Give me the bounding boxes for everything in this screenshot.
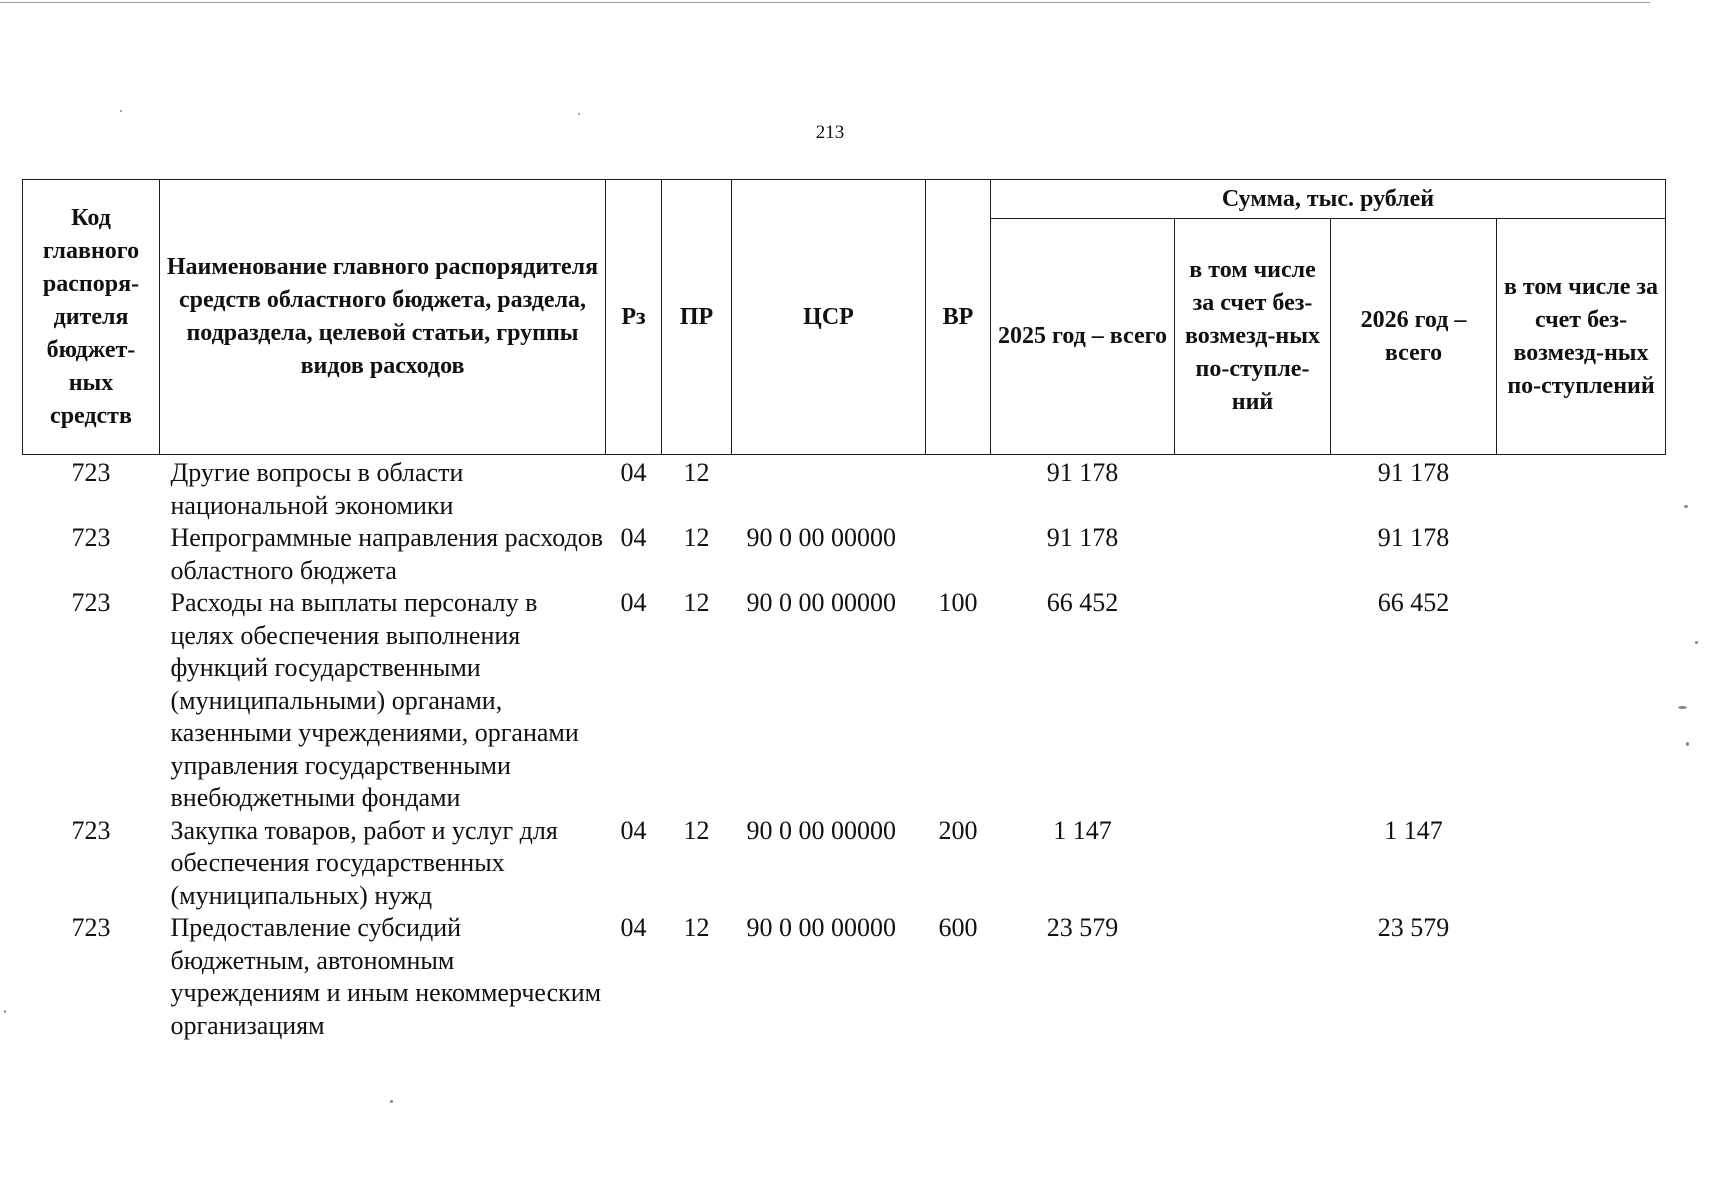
cell-pr: 12	[683, 815, 710, 845]
cell-rz: 04	[620, 523, 647, 552]
page-number: 213	[815, 122, 845, 143]
table-row	[23, 815, 1666, 913]
budget-table	[22, 179, 1666, 1042]
cell-rz: 04	[620, 588, 647, 617]
cell-2025-total: 91 178	[1046, 458, 1119, 487]
scan-speck	[1684, 505, 1688, 508]
cell-2026-total: 66 452	[1377, 588, 1450, 617]
header-name: Наименование главного распорядителя средств областного бюджета, раздела, подраздела, целевой статьи, группы видов расходов	[160, 180, 606, 455]
cell-name: Закупка товаров, работ и услуг для обеспечения государственных (муниципальных) нужд	[170, 815, 558, 910]
header-2025-grants: в том числе за счет без-возмезд-ных по-ступле-ний	[1175, 219, 1331, 455]
cell-2026-total: 91 178	[1377, 523, 1450, 552]
cell-code: 723	[71, 913, 111, 942]
cell-2025-grants	[1175, 455, 1331, 523]
scan-speck	[120, 110, 122, 112]
cell-code: 723	[71, 523, 111, 552]
cell-2026-total: 23 579	[1377, 913, 1450, 942]
cell-2026-total: 1 147	[1384, 815, 1443, 845]
scan-speck	[4, 1010, 6, 1013]
cell-name: Другие вопросы в области национальной экономики	[170, 458, 464, 520]
cell-csr: 90 0 00 00000	[746, 815, 896, 845]
header-pr: ПР	[662, 180, 732, 455]
cell-2026-grants	[1497, 912, 1666, 1042]
cell-vr: 100	[938, 588, 978, 617]
cell-name: Непрограммные направления расходов областного бюджета	[170, 523, 604, 585]
cell-rz: 04	[620, 913, 647, 942]
cell-pr: 12	[683, 913, 710, 942]
cell-csr: 90 0 00 00000	[746, 523, 896, 552]
cell-2025-grants	[1175, 587, 1331, 815]
scan-speck	[578, 113, 580, 115]
scan-speck	[1678, 706, 1687, 709]
header-code: Код главного распоря-дителя бюджет-ных средств	[23, 180, 160, 455]
header-2026-grants: в том числе за счет без-возмезд-ных по-ступлений	[1497, 219, 1666, 455]
cell-2026-grants	[1497, 587, 1666, 815]
cell-vr	[926, 455, 991, 523]
cell-name: Расходы на выплаты персоналу в целях обеспечения выполнения функций государственными (муниципальными) органами, казенными учреждениями, органами управления государственными внебюджетными фондами	[170, 588, 579, 812]
cell-code: 723	[71, 458, 111, 487]
cell-csr: 90 0 00 00000	[746, 588, 896, 617]
cell-2025-total: 91 178	[1046, 523, 1119, 552]
cell-pr: 12	[683, 588, 710, 617]
cell-rz: 04	[620, 458, 647, 487]
cell-rz: 04	[620, 815, 647, 845]
cell-name: Предоставление субсидий бюджетным, автономным учреждениям и иным некоммерческим организациям	[170, 913, 602, 1040]
cell-code: 723	[71, 588, 111, 617]
scan-speck	[1686, 742, 1689, 746]
cell-2025-total: 1 147	[1053, 815, 1112, 845]
cell-pr: 12	[683, 458, 710, 487]
cell-vr: 600	[938, 913, 978, 942]
table-header	[23, 180, 1666, 455]
header-2026-total: 2026 год – всего	[1331, 219, 1497, 455]
table-row	[23, 455, 1666, 523]
cell-2025-total: 23 579	[1046, 913, 1119, 942]
cell-2026-total: 91 178	[1377, 458, 1450, 487]
header-csr: ЦСР	[732, 180, 926, 455]
header-sum-group: Сумма, тыс. рублей	[991, 180, 1666, 219]
header-vr: ВР	[926, 180, 991, 455]
table-row	[23, 587, 1666, 815]
cell-2026-grants	[1497, 522, 1666, 587]
cell-2026-grants	[1497, 455, 1666, 523]
scan-top-rule	[0, 2, 1650, 3]
cell-2025-grants	[1175, 912, 1331, 1042]
cell-2025-grants	[1175, 815, 1331, 913]
table-row	[23, 522, 1666, 587]
header-rz: Рз	[606, 180, 662, 455]
cell-2026-grants	[1497, 815, 1666, 913]
cell-csr: 90 0 00 00000	[746, 913, 896, 942]
cell-2025-total: 66 452	[1046, 588, 1119, 617]
cell-csr	[732, 455, 926, 523]
cell-vr: 200	[938, 815, 978, 845]
header-2025-total: 2025 год – всего	[991, 219, 1175, 455]
cell-code: 723	[71, 815, 111, 845]
table-row	[23, 912, 1666, 1042]
cell-vr	[926, 522, 991, 587]
scan-speck	[390, 1100, 393, 1103]
scan-speck	[1695, 641, 1698, 644]
cell-pr: 12	[683, 523, 710, 552]
table-body	[23, 455, 1666, 1043]
cell-2025-grants	[1175, 522, 1331, 587]
